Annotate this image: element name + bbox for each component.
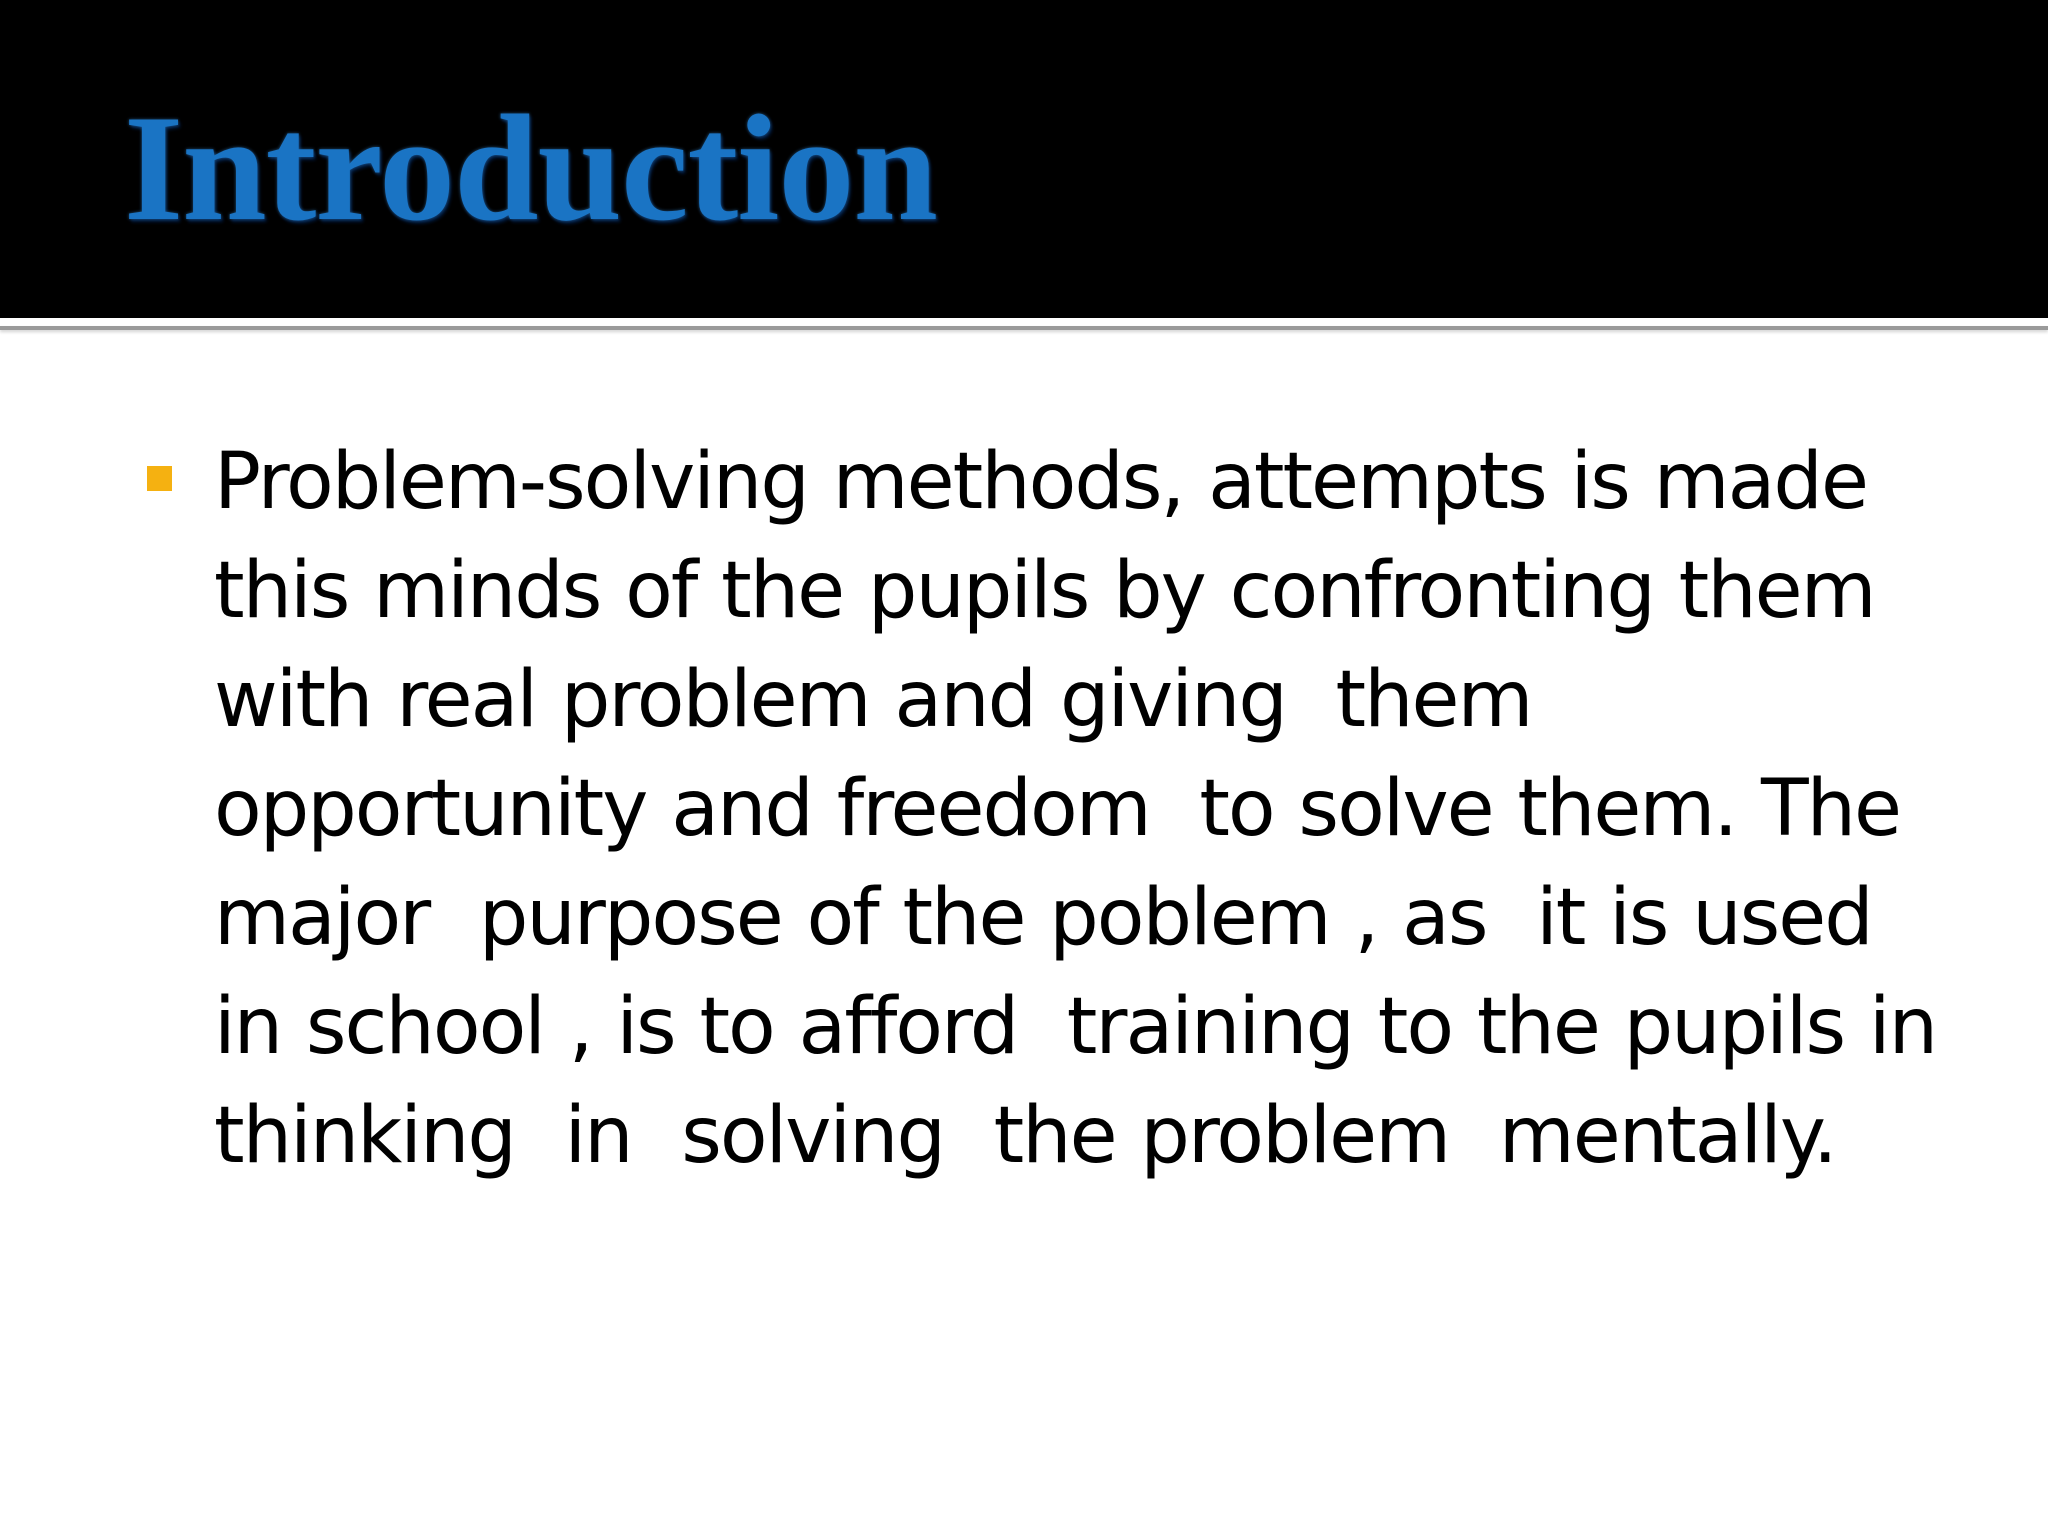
- bullet-line: in school , is to afford training to the pupils in: [214, 982, 1936, 1072]
- slide-title: Introduction: [124, 84, 937, 252]
- bullet-line: major purpose of the poblem , as it is used: [214, 873, 1872, 963]
- square-bullet-icon: [147, 466, 172, 491]
- slide-content: [0, 330, 2048, 1536]
- bullet-line: opportunity and freedom to solve them. The: [214, 764, 1901, 854]
- header-divider-gap: [0, 318, 2048, 326]
- title-bar: [0, 0, 2048, 318]
- bullet-line: this minds of the pupils by confronting them: [214, 546, 1875, 636]
- bullet-line: with real problem and giving them: [214, 655, 1532, 745]
- bullet-line: Problem-solving methods, attempts is made: [214, 437, 1867, 527]
- bullet-paragraph: [214, 428, 2014, 1191]
- bullet-line: thinking in solving the problem mentally.: [214, 1091, 1836, 1181]
